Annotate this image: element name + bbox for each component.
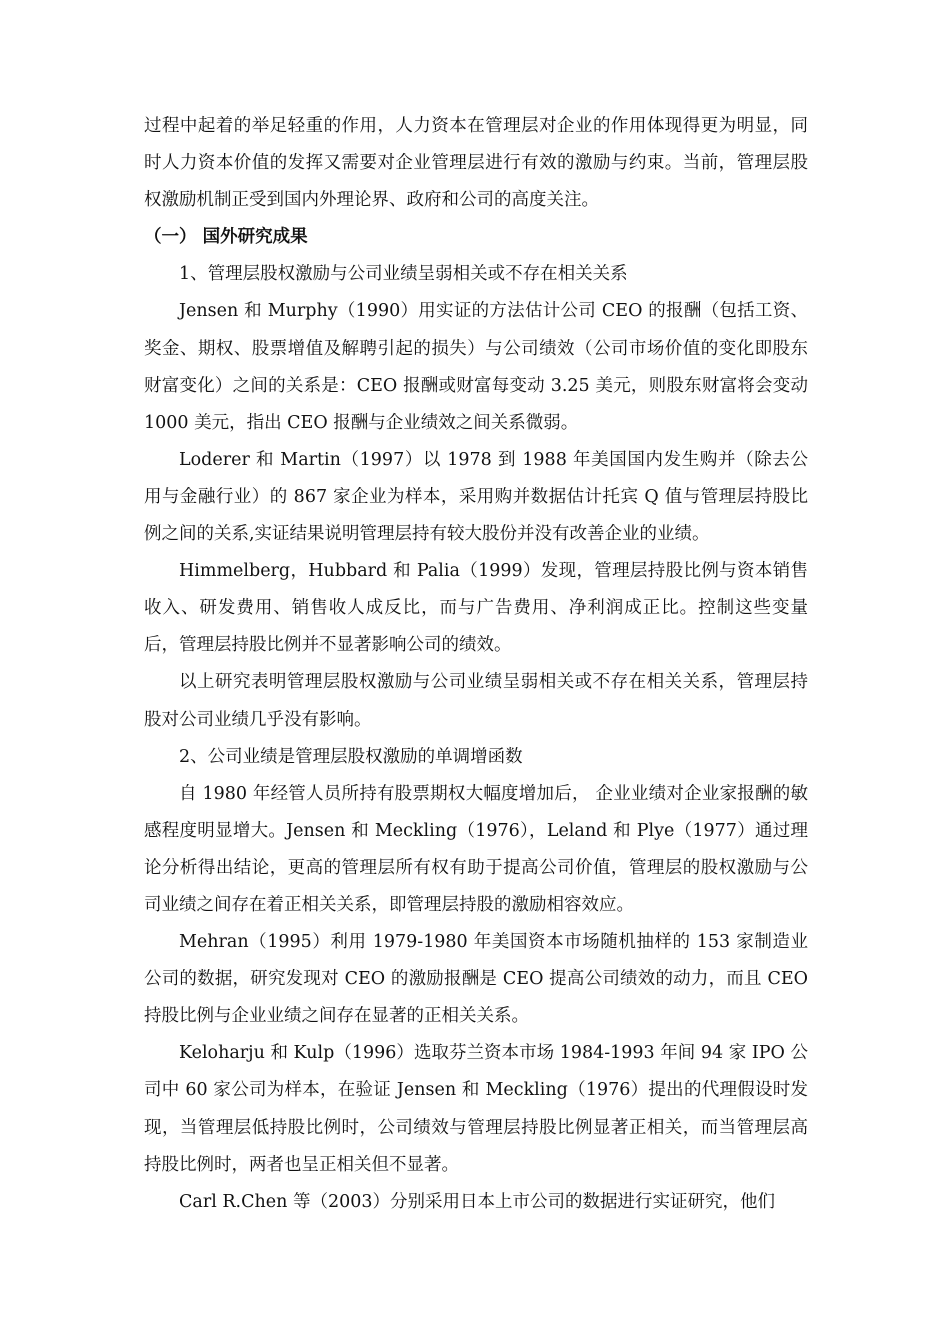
paragraph-jensen-murphy: Jensen 和 Murphy（1990）用实证的方法估计公司 CEO 的报酬（包括工资、奖金、期权、股票增值及解聘引起的损失）与公司绩效（公司市场价值的变化即股东财富变化）之间的关系是：CEO 报酬或财富每变动 3.25 美元，则股东财富将会变动 1000 美元，指出 CEO 报酬与企业绩效之间关系微弱。: [144, 301, 808, 433]
body-text: [144, 108, 808, 1221]
paragraph-loderer-martin: Loderer 和 Martin（1997）以 1978 到 1988 年美国国内发生购并（除去公用与金融行业）的 867 家企业为样本，采用购并数据估计托宾 Q 值与管理层持股比例之间的关系,实证结果说明管理层持有较大股份并没有改善企业的业绩。: [144, 449, 808, 545]
paragraph-continuation: 过程中起着的举足轻重的作用，人力资本在管理层对企业的作用体现得更为明显，同时人力资本价值的发挥又需要对企业管理层进行有效的激励与约束。当前，管理层股权激励机制正受到国内外理论界、政府和公司的高度关注。: [144, 116, 808, 211]
subsection-heading-1: 1、管理层股权激励与公司业绩呈弱相关或不存在相关关系: [179, 264, 628, 285]
paragraph-1980: 自 1980 年经管人员所持有股票期权大幅度增加后， 企业业绩对企业家报酬的敏感程度明显增大。Jensen 和 Meckling（1976），Leland 和 Plye（1977）通过理论分析得出结论，更高的管理层所有权有助于提高公司价值，管理层的股权激励与公司业绩之间存在着正相关关系，即管理层持股的激励相容效应。: [144, 783, 808, 915]
paragraph-himmelberg: Himmelberg，Hubbard 和 Palia（1999）发现，管理层持股比例与资本销售收入、研发费用、销售收人成反比，而与广告费用、净利润成正比。控制这些变量后，管理层持股比例并不显著影响公司的绩效。: [144, 561, 808, 656]
paragraph-summary: 以上研究表明管理层股权激励与公司业绩呈弱相关或不存在相关关系，管理层持股对公司业绩几乎没有影响。: [144, 672, 808, 730]
section-heading: （一） 国外研究成果: [144, 227, 308, 248]
paragraph-mehran: Mehran（1995）利用 1979-1980 年美国资本市场随机抽样的 153 家制造业公司的数据，研究发现对 CEO 的激励报酬是 CEO 提高公司绩效的动力，而且 CEO 持股比例与企业业绩之间存在显著的正相关关系。: [144, 932, 808, 1027]
paragraph-keloharju-kulp: Keloharju 和 Kulp（1996）选取芬兰资本市场 1984-1993 年间 94 家 IPO 公司中 60 家公司为样本，在验证 Jensen 和 Meckling（1976）提出的代理假设时发现，当管理层低持股比例时，公司绩效与管理层持股比例显著正相关，而当管理层高持股比例时，两者也呈正相关但不显著。: [144, 1043, 808, 1175]
paragraph-carl-chen: Carl R.Chen 等（2003）分别采用日本上市公司的数据进行实证研究，他们: [179, 1191, 775, 1212]
subsection-heading-2: 2、公司业绩是管理层股权激励的单调增函数: [179, 746, 523, 767]
